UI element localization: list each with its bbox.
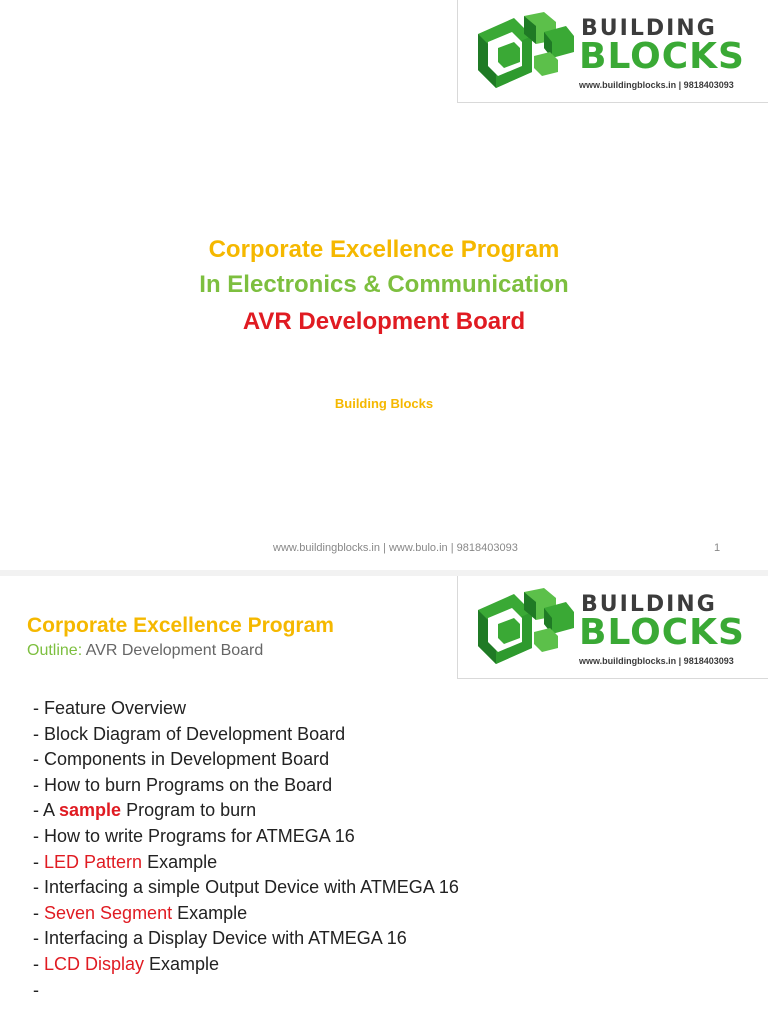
logo-contact: www.buildingblocks.in | 9818403093 <box>579 656 734 666</box>
outline-label: Outline: <box>27 642 83 659</box>
slide1-page-number: 1 <box>714 542 721 554</box>
logo-contact: www.buildingblocks.in | 9818403093 <box>579 80 734 90</box>
cubes-logo-icon <box>474 12 574 88</box>
logo-text-building: BUILDING <box>581 16 717 41</box>
slide-2 <box>0 576 768 1024</box>
highlight-text: Seven Segment <box>44 902 173 923</box>
list-item: - Block Diagram of Development Board <box>33 723 346 744</box>
cubes-logo-icon <box>474 588 574 664</box>
highlight-text: sample <box>59 800 122 821</box>
list-item: - Components in Development Board <box>33 749 330 770</box>
slide1-topic: AVR Development Board <box>242 308 526 335</box>
slide1-footer: www.buildingblocks.in | www.bulo.in | 9818403093 <box>273 542 518 554</box>
outline-list <box>33 696 459 1003</box>
list-item: - Feature Overview <box>33 698 187 718</box>
list-item: - <box>33 979 39 1000</box>
list-item: - How to burn Programs on the Board <box>33 774 333 795</box>
logo-text-blocks: BLOCKS <box>579 612 745 653</box>
slide2-outline <box>27 642 263 660</box>
list-item: - Interfacing a Display Device with ATMEGA 16 <box>33 928 407 949</box>
slide1-author: Building Blocks <box>334 396 434 411</box>
highlight-text: LED Pattern <box>44 851 143 872</box>
list-item: - LCD Display Example <box>33 953 220 974</box>
highlight-text: LCD Display <box>44 953 145 974</box>
logo-text-blocks: BLOCKS <box>579 36 745 77</box>
building-blocks-logo <box>457 576 768 679</box>
logo-text-building: BUILDING <box>581 592 717 617</box>
list-item: - Seven Segment Example <box>33 902 248 923</box>
list-item: - LED Pattern Example <box>33 851 218 872</box>
list-item: - Interfacing a simple Output Device with ATMEGA 16 <box>33 877 459 898</box>
outline-text: AVR Development Board <box>85 642 264 659</box>
slide1-subtitle: In Electronics & Communication <box>199 271 569 298</box>
building-blocks-logo <box>457 0 768 103</box>
slide1-title: Corporate Excellence Program <box>208 236 560 263</box>
slide2-title: Corporate Excellence Program <box>27 614 334 637</box>
list-item: - A sample Program to burn <box>33 800 257 821</box>
list-item: - How to write Programs for ATMEGA 16 <box>33 825 355 846</box>
